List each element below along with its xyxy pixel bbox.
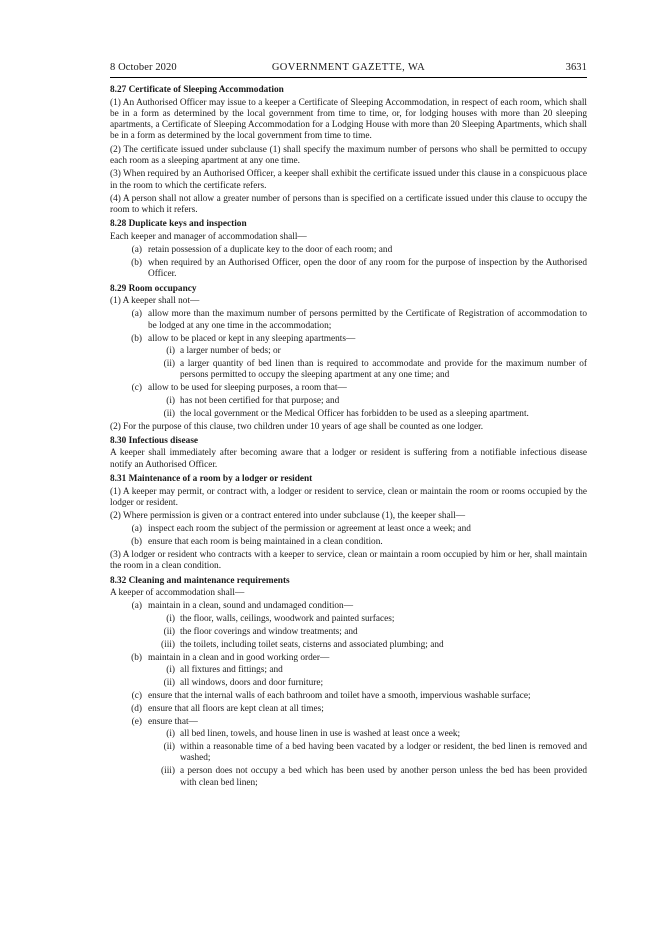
sub-list-item	[110, 396, 587, 407]
section-heading-8-28: 8.28 Duplicate keys and inspection	[110, 219, 247, 230]
item-label: (a)	[131, 309, 142, 320]
item-label: (b)	[131, 333, 142, 344]
paragraph: (4) A person shall not allow a greater number of persons than is specified on a certificate issued under this clause to occupy the room to which it refers.	[110, 193, 587, 216]
paragraph: (2) Where permission is given or a contract entered into under subclause (1), the keeper shall—	[110, 511, 466, 522]
paragraph: (2) For the purpose of this clause, two children under 10 years of age shall be counted as one lodger.	[110, 421, 484, 432]
item-label: (a)	[131, 524, 142, 535]
item-text: maintain in a clean, sound and undamaged condition—	[148, 601, 353, 612]
item-text: ensure that—	[148, 716, 198, 727]
item-text: the floor coverings and window treatments; and	[180, 626, 358, 637]
list-item	[110, 717, 587, 728]
paragraph: (1) An Authorised Officer may issue to a keeper a Certificate of Sleeping Accommodation, in respect of each room, which shall be in a form as determined by the local government from time to time, or, for lodging houses with more than 20 sleeping apartments, a Certificate of Sleeping Accommodation for a Lodging House with more than 20 Sleeping Apartments, which shall be in a form as determined by the local government from time to time.	[110, 97, 587, 142]
paragraph: (3) When required by an Authorised Officer, a keeper shall exhibit the certificate issued under this clause in a conspicuous place in the room to which the certificate refers.	[110, 169, 587, 191]
item-label: (i)	[166, 665, 175, 676]
item-label: (i)	[166, 614, 175, 625]
list-item	[110, 601, 587, 612]
item-text: ensure that each room is being maintained in a clean condition.	[148, 537, 383, 548]
item-label: (ii)	[163, 742, 175, 753]
header-date: 8 October 2020	[110, 62, 177, 73]
item-label: (c)	[131, 690, 142, 701]
item-text: a larger number of beds; or	[180, 346, 281, 357]
list-item	[110, 691, 587, 702]
item-text: inspect each room the subject of the permission or agreement at least once a week; and	[148, 524, 471, 535]
list-item	[110, 653, 587, 664]
section-heading-8-32: 8.32 Cleaning and maintenance requirements	[110, 575, 290, 586]
item-label: (ii)	[163, 678, 175, 689]
item-label: (ii)	[163, 408, 175, 419]
sub-list-item	[110, 766, 587, 789]
sub-list-item	[110, 346, 587, 357]
item-label: (d)	[131, 703, 142, 714]
paragraph: (2) The certificate issued under subclause (1) shall specify the maximum number of persons who shall be permitted to occupy each room as a sleeping apartment at any one time.	[110, 144, 587, 166]
paragraph: (1) A keeper may permit, or contract with, a lodger or resident to service, clean or maintain the room or rooms occupied by the lodger or resident.	[110, 486, 587, 508]
item-text: all bed linen, towels, and house linen in use is washed at least once a week;	[180, 729, 461, 740]
item-label: (i)	[166, 346, 175, 357]
sub-list-item	[110, 665, 587, 676]
header-title: GOVERNMENT GAZETTE, WA	[271, 62, 426, 73]
item-text: ensure that all floors are kept clean at all times;	[148, 703, 324, 714]
item-text: a larger quantity of bed linen than is required to accommodate and provide for the maximum number of persons permitted to occupy the sleeping apartment at any one time; and	[180, 359, 587, 381]
item-text: when required by an Authorised Officer, open the door of any room for the purpose of inspection by the Authorised Officer.	[148, 258, 587, 280]
paragraph: Each keeper and manager of accommodation shall—	[110, 231, 307, 242]
item-text: the local government or the Medical Officer has forbidden to be used as a sleeping apartment.	[180, 408, 529, 419]
sub-list-item	[110, 729, 587, 740]
item-text: allow to be used for sleeping purposes, a room that—	[148, 383, 347, 394]
list-item	[110, 704, 587, 715]
sub-list-item	[110, 359, 587, 382]
item-text: ensure that the internal walls of each bathroom and toilet have a smooth, impervious washable surface;	[148, 690, 531, 701]
list-item	[110, 383, 587, 394]
item-label: (b)	[131, 652, 142, 663]
page-header	[110, 62, 587, 78]
section-heading-8-27: 8.27 Certificate of Sleeping Accommodation	[110, 85, 284, 95]
section-heading-8-29: 8.29 Room occupancy	[110, 283, 197, 294]
sub-list-item	[110, 678, 587, 689]
list-item	[110, 309, 587, 332]
item-text: all windows, doors and door furniture;	[180, 678, 324, 689]
header-rule	[110, 77, 587, 78]
list-item	[110, 524, 587, 535]
item-text: maintain in a clean and in good working order—	[148, 652, 330, 663]
section-heading-8-31: 8.31 Maintenance of a room by a lodger or resident	[110, 474, 313, 485]
paragraph: (1) A keeper shall not—	[110, 296, 200, 307]
item-label: (b)	[131, 258, 142, 269]
section-heading-8-30: 8.30 Infectious disease	[110, 435, 199, 446]
sub-list-item	[110, 742, 587, 765]
item-label: (b)	[131, 537, 142, 548]
item-text: within a reasonable time of a bed having been vacated by a lodger or resident, the bed linen is removed and washed;	[180, 742, 587, 764]
page-body	[110, 82, 587, 790]
item-text: the toilets, including toilet seats, cisterns and associated plumbing; and	[180, 639, 444, 650]
item-label: (a)	[131, 601, 142, 612]
item-text: all fixtures and fittings; and	[180, 665, 283, 676]
item-label: (iii)	[161, 639, 175, 650]
item-label: (i)	[166, 396, 175, 407]
item-text: retain possession of a duplicate key to the door of each room; and	[148, 245, 393, 256]
item-label: (iii)	[161, 766, 175, 777]
list-item	[110, 334, 587, 345]
paragraph: (3) A lodger or resident who contracts with a keeper to service, clean or maintain a room occupied by him or her, shall maintain the room in a clean condition.	[110, 550, 587, 572]
item-label: (c)	[131, 383, 142, 394]
item-label: (ii)	[163, 626, 175, 637]
item-label: (ii)	[163, 359, 175, 370]
item-label: (e)	[131, 716, 142, 727]
sub-list-item	[110, 640, 587, 651]
item-text: a person does not occupy a bed which has been used by another person unless the bed has been provided with clean bed linen;	[180, 766, 587, 788]
paragraph: A keeper shall immediately after becoming aware that a lodger or resident is suffering from a notifiable infectious disease notify an Authorised Officer.	[110, 448, 587, 470]
header-page-number: 3631	[565, 62, 587, 73]
item-label: (a)	[131, 245, 142, 256]
item-text: has not been certified for that purpose; and	[180, 396, 340, 407]
list-item	[110, 537, 587, 548]
item-label: (i)	[166, 729, 175, 740]
sub-list-item	[110, 627, 587, 638]
list-item	[110, 258, 587, 281]
item-text: allow more than the maximum number of persons permitted by the Certificate of Registration of accommodation to be lodged at any one time in the accommodation;	[148, 309, 587, 331]
item-text: the floor, walls, ceilings, woodwork and painted surfaces;	[180, 614, 395, 625]
sub-list-item	[110, 409, 587, 420]
sub-list-item	[110, 614, 587, 625]
paragraph: A keeper of accommodation shall—	[110, 588, 245, 599]
item-text: allow to be placed or kept in any sleeping apartments—	[148, 333, 356, 344]
list-item	[110, 245, 587, 256]
